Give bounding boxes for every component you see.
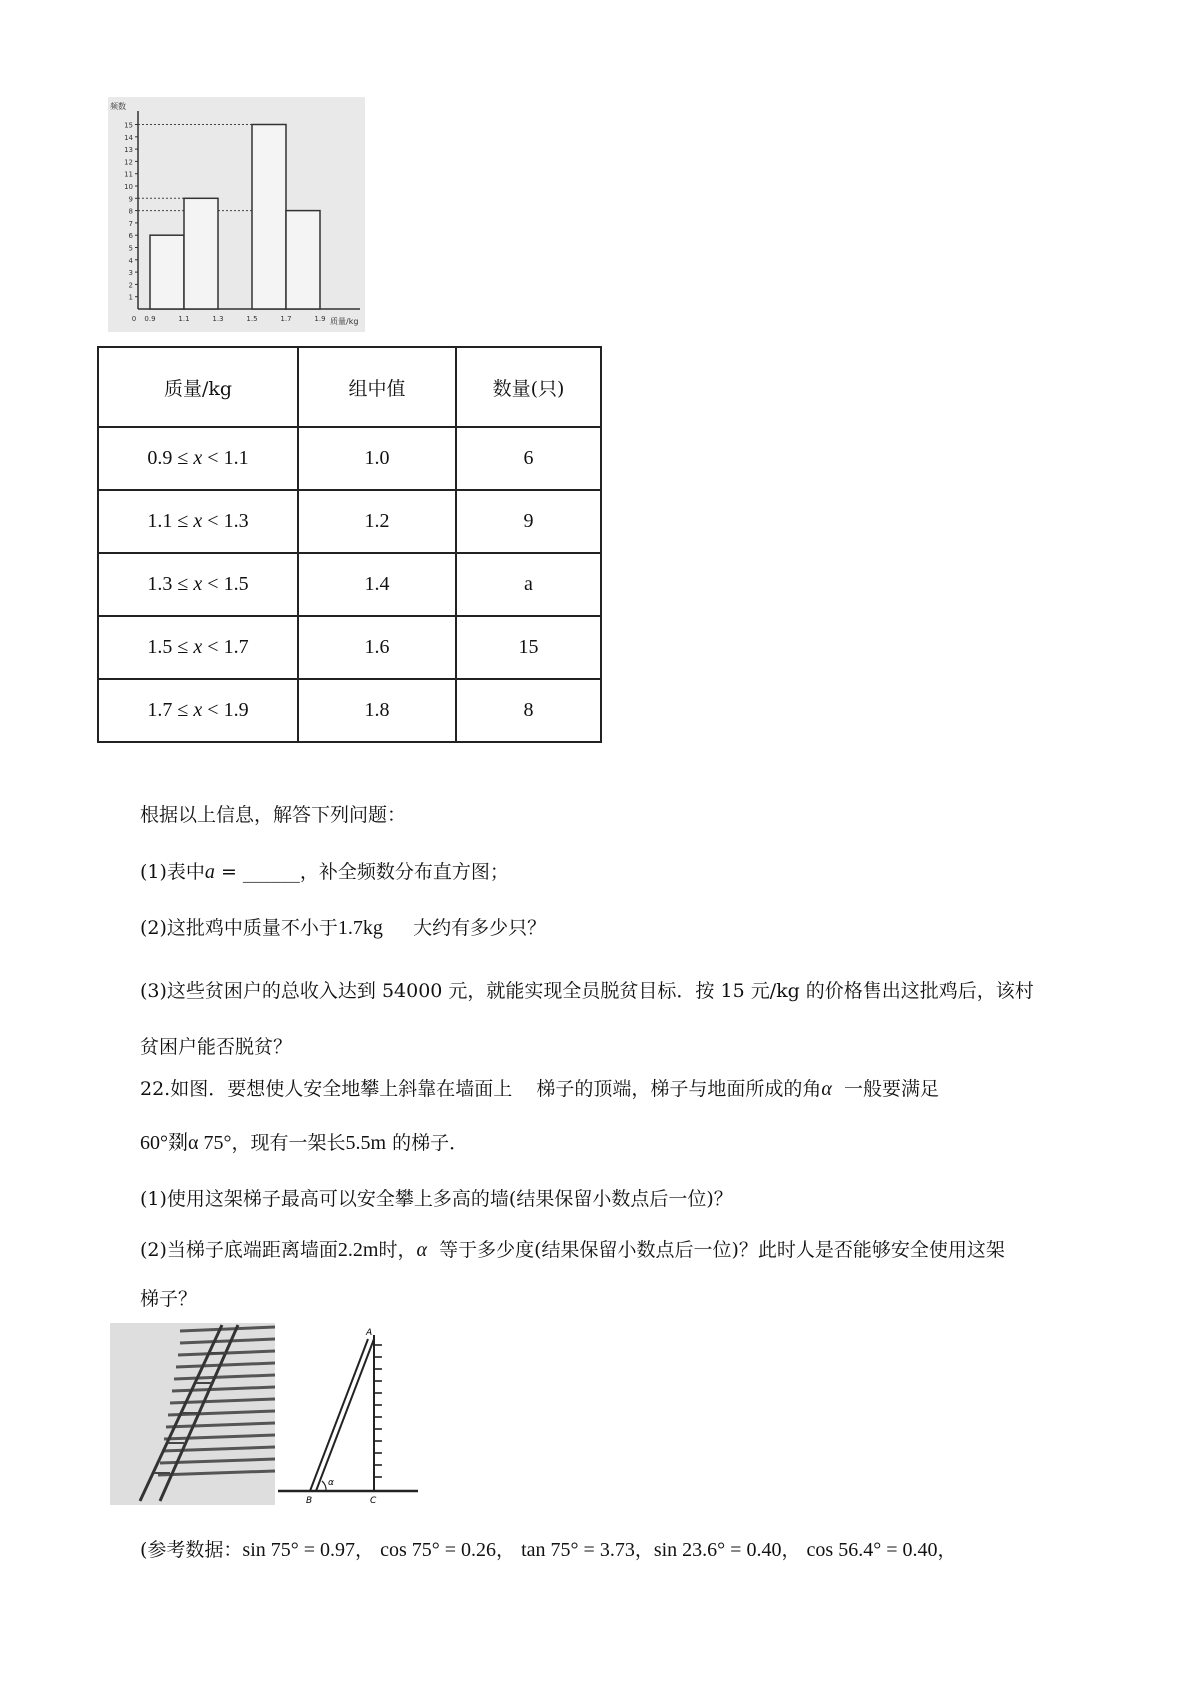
table-row — [98, 553, 601, 616]
range-cell: 0.9 ≤ x < 1.1 — [98, 427, 298, 490]
y-tick-label: 11 — [124, 170, 133, 179]
midpoint-cell: 1.4 — [298, 553, 456, 616]
wall-hatching — [374, 1345, 382, 1477]
q21-part2: (2)这批鸡中质量不小于1.7kg 大约有多少只？ — [140, 917, 547, 939]
histogram-chart — [108, 97, 365, 332]
table-row — [98, 616, 601, 679]
label-alpha: α — [328, 1478, 334, 1488]
q21-part3-line2: 贫困户能否脱贫？ — [140, 1036, 293, 1058]
midpoint-cell: 1.2 — [298, 490, 456, 553]
count-cell: a — [456, 553, 601, 616]
q22-part1: (1)使用这架梯子最高可以安全攀上多高的墙(结果保留小数点后一位)？ — [140, 1188, 733, 1210]
y-tick-label: 14 — [124, 133, 133, 142]
range-cell: 1.5 ≤ x < 1.7 — [98, 616, 298, 679]
x-tick-label: 1.7 — [280, 315, 292, 323]
midpoint-cell: 1.0 — [298, 427, 456, 490]
y-tick-label: 4 — [128, 256, 133, 265]
q22-line1: 22.如图．要想使人安全地攀上斜靠在墙面上 梯子的顶端，梯子与地面所成的角α 一般要满足 — [140, 1078, 940, 1100]
x-axis-label: 质量/kg — [330, 317, 359, 326]
histogram-bar — [252, 125, 286, 310]
ladder-diagram — [278, 1323, 418, 1505]
label-a: A — [366, 1328, 373, 1338]
y-tick-label: 10 — [124, 183, 133, 191]
x-tick-label: 0 — [131, 315, 137, 323]
y-tick-label: 2 — [128, 281, 133, 290]
q22-part2-line2: 梯子？ — [140, 1288, 198, 1310]
y-tick-label: 1 — [128, 293, 133, 302]
angle-arc — [322, 1481, 326, 1491]
histogram-bar — [184, 198, 218, 309]
ladder-diagram-drawing — [278, 1323, 418, 1505]
header-count: 数量(只) — [456, 347, 601, 427]
table-row — [98, 490, 601, 553]
x-tick-label: 1.1 — [178, 315, 190, 323]
q21-part1: (1)表中a = ______，补全频数分布直方图； — [140, 861, 509, 883]
q21-part3-line1: (3)这些贫困户的总收入达到 54000 元，就能实现全员脱贫目标．按 15 元/kg 的价格售出这批鸡后，该村 — [140, 980, 1034, 1002]
y-tick-label: 12 — [124, 158, 133, 167]
count-cell: 9 — [456, 490, 601, 553]
y-tick-label: 5 — [128, 244, 133, 253]
q22-line2: 60°剟α 75°，现有一架长5.5m 的梯子． — [140, 1132, 469, 1154]
frequency-table — [97, 346, 602, 743]
range-cell: 1.7 ≤ x < 1.9 — [98, 679, 298, 742]
x-tick-label: 1.5 — [246, 315, 258, 323]
y-tick-label: 15 — [124, 121, 133, 130]
wall-stripes — [158, 1327, 275, 1475]
y-tick-label: 3 — [128, 269, 133, 278]
ladder-photo — [110, 1323, 275, 1505]
label-c: C — [370, 1496, 377, 1505]
table-header-row — [98, 347, 601, 427]
histogram-figure — [108, 97, 365, 332]
midpoint-cell: 1.8 — [298, 679, 456, 742]
histogram-bar — [150, 235, 184, 309]
y-tick-label: 6 — [128, 232, 133, 241]
table-row — [98, 679, 601, 742]
q21-intro: 根据以上信息，解答下列问题： — [140, 804, 407, 826]
q22-part2-line1: (2)当梯子底端距离墙面2.2m时，α 等于多少度(结果保留小数点后一位)？此时人是否能够安全使用这架 — [140, 1239, 1005, 1261]
range-cell: 1.1 ≤ x < 1.3 — [98, 490, 298, 553]
y-tick-label: 13 — [124, 146, 133, 155]
y-tick-label: 9 — [128, 195, 133, 204]
header-mass: 质量/kg — [98, 347, 298, 427]
reference-data: (参考数据：sin 75° = 0.97， cos 75° = 0.26， tan 75° = 3.73，sin 23.6° = 0.40， cos 56.4° = 0.40， — [140, 1539, 957, 1561]
x-tick-label: 0.9 — [144, 315, 156, 323]
y-axis-label: 频数 — [110, 102, 126, 111]
range-cell: 1.3 ≤ x < 1.5 — [98, 553, 298, 616]
count-cell: 8 — [456, 679, 601, 742]
y-tick-label: 8 — [128, 207, 133, 216]
ladder-line-1 — [310, 1339, 368, 1491]
count-cell: 15 — [456, 616, 601, 679]
count-cell: 6 — [456, 427, 601, 490]
y-tick-label: 7 — [128, 219, 133, 228]
x-tick-label: 1.3 — [212, 315, 224, 323]
midpoint-cell: 1.6 — [298, 616, 456, 679]
label-b: B — [306, 1496, 313, 1505]
ladder-line-2 — [316, 1339, 374, 1491]
x-tick-label: 1.9 — [314, 315, 326, 323]
header-midpoint: 组中值 — [298, 347, 456, 427]
histogram-bar — [286, 211, 320, 309]
ladder-photo-drawing — [110, 1323, 275, 1505]
table-row — [98, 427, 601, 490]
